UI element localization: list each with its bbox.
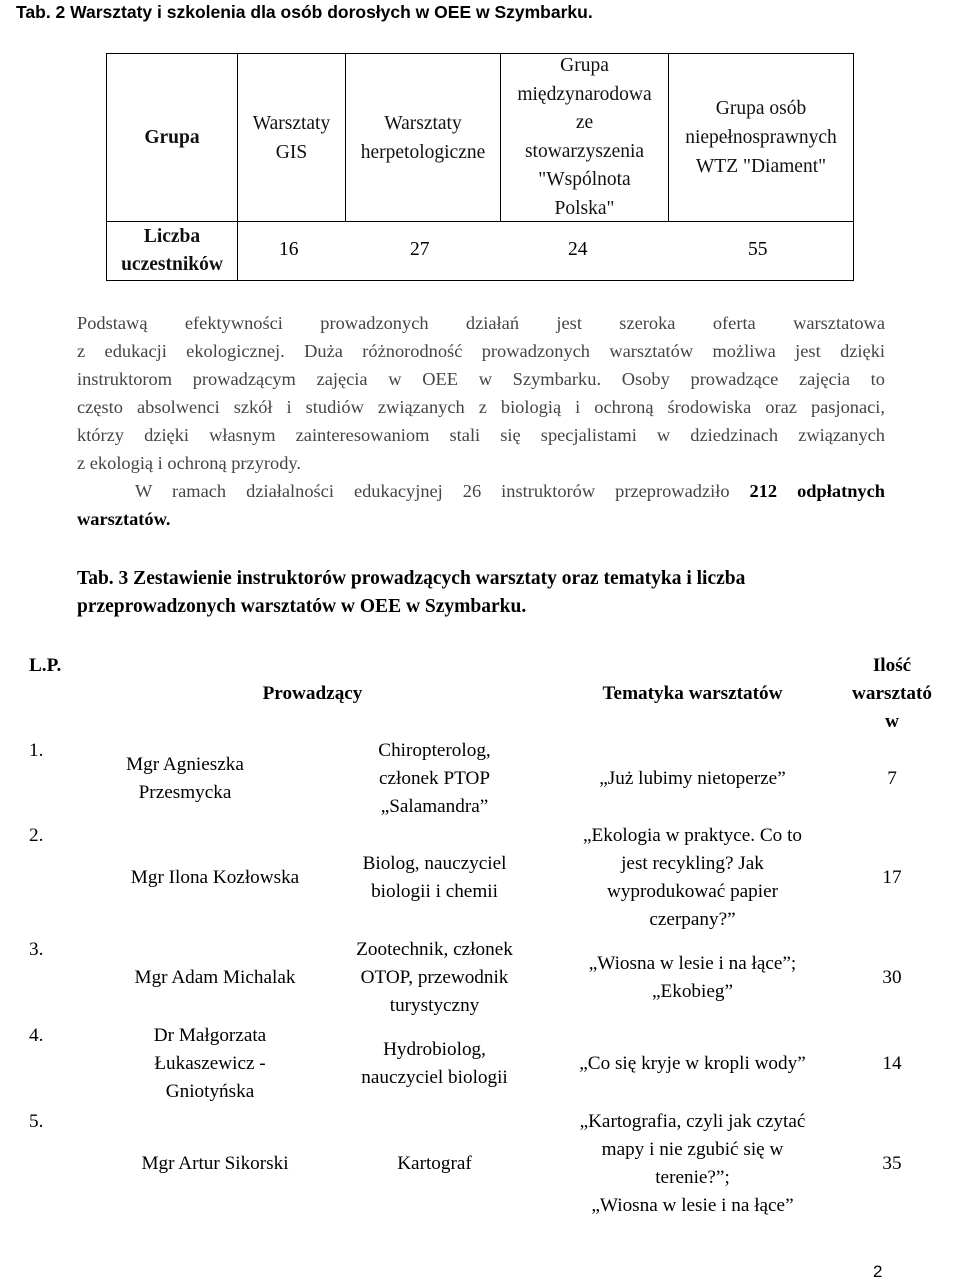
table-2-col-gis: Warsztaty GIS [252,112,331,163]
paragraph-summary-end: warsztatów. [77,509,171,529]
page-number: 2 [873,1262,883,1281]
row-instructor: Mgr Artur Sikorski [141,1153,289,1174]
row-topic: „Już lubimy nietoperze” [599,768,786,789]
table-3-header-topic: Tematyka warsztatów [602,683,783,704]
table-3-header-instructor: Prowadzący [262,683,363,704]
table-2-row-header-group: Grupa [144,127,200,148]
row-count: 7 [887,768,897,789]
row-lp: 2. [29,825,44,846]
row-instructor: Mgr Ilona Kozłowska [130,867,300,888]
paragraph-line: którzy dzięki własnym zainteresowaniom stali się specjalistami w dziedzinach związanych [77,425,885,445]
row-topic: „Kartografia, czyli jak czytać mapy i nie zgubić się w terenie?”; „Wiosna w lesie i na łące” [579,1111,806,1216]
row-count: 35 [882,1153,902,1174]
row-topic: „Wiosna w lesie i na łące”; „Ekobieg” [588,953,797,1002]
table-3-caption-line2: przeprowadzonych warsztatów w OEE w Szymbarku. [77,596,527,617]
row-lp: 5. [29,1111,44,1132]
table-2-count-international: 24 [568,239,588,260]
paragraph-line: instruktorom prowadzącym zajęcia w OEE w Szymbarku. Osoby prowadzące zajęcia to [77,369,885,389]
table-2-col-herp: Warsztaty herpetologiczne [360,112,486,163]
table-2-row-header-count: Liczba uczestników [121,226,223,275]
row-count: 14 [882,1053,902,1074]
row-lp: 1. [29,740,44,761]
row-role: Biolog, nauczyciel biologii i chemii [362,853,507,902]
row-topic: „Co się kryje w kropli wody” [579,1053,806,1074]
paragraph-line: często absolwenci szkół i studiów związanych z biologią i ochroną środowiska oraz pasjonaci, [77,397,885,417]
table-3-header-lp: L.P. [29,655,62,676]
row-lp: 4. [29,1025,44,1046]
row-lp: 3. [29,939,44,960]
paragraph-line: Podstawą efektywności prowadzonych działań jest szeroka oferta warsztatowa [77,313,885,333]
paragraph-line: z edukacji ekologicznej. Duża różnorodność prowadzonych warsztatów możliwa jest dzięki [77,341,885,361]
table-2-count-disabled: 55 [748,239,768,260]
row-role: Zootechnik, członek OTOP, przewodnik turystyczny [356,939,513,1016]
paragraph-line: z ekologią i ochroną przyrody. [77,453,302,473]
row-role: Chiropterolog, członek PTOP „Salamandra” [378,740,491,817]
row-count: 17 [882,867,902,888]
row-topic: „Ekologia w praktyce. Co to jest recykling? Jak wyprodukować papier czerpany?” [583,825,802,930]
page-heading: Tab. 2 Warsztaty i szkolenia dla osób dorosłych w OEE w Szymbarku. [16,2,593,22]
table-2-count-gis: 16 [279,239,299,260]
table-2-count-herp: 27 [410,239,430,260]
table-2-col-disabled: Grupa osób niepełnosprawnych WTZ "Diament" [685,98,837,177]
table-3-caption-line1: Tab. 3 Zestawienie instruktorów prowadzących warsztaty oraz tematyka i liczba [77,568,746,589]
row-role: Hydrobiolog, nauczyciel biologii [361,1039,508,1088]
paragraph-summary: W ramach działalności edukacyjnej 26 instruktorów przeprowadziło 212 odpłatnych [135,481,886,501]
table-2-col-international: Grupa międzynarodowa ze stowarzyszenia "Wspólnota Polska" [517,55,652,219]
row-instructor: Mgr Adam Michalak [134,967,296,988]
body-paragraph [77,309,885,533]
row-role: Kartograf [397,1153,472,1174]
table-3-header-count: Ilość warsztató w [852,655,932,732]
row-instructor: Mgr Agnieszka Przesmycka [126,754,244,803]
row-instructor: Dr Małgorzata Łukaszewicz - Gniotyńska [153,1025,267,1102]
row-count: 30 [882,967,902,988]
